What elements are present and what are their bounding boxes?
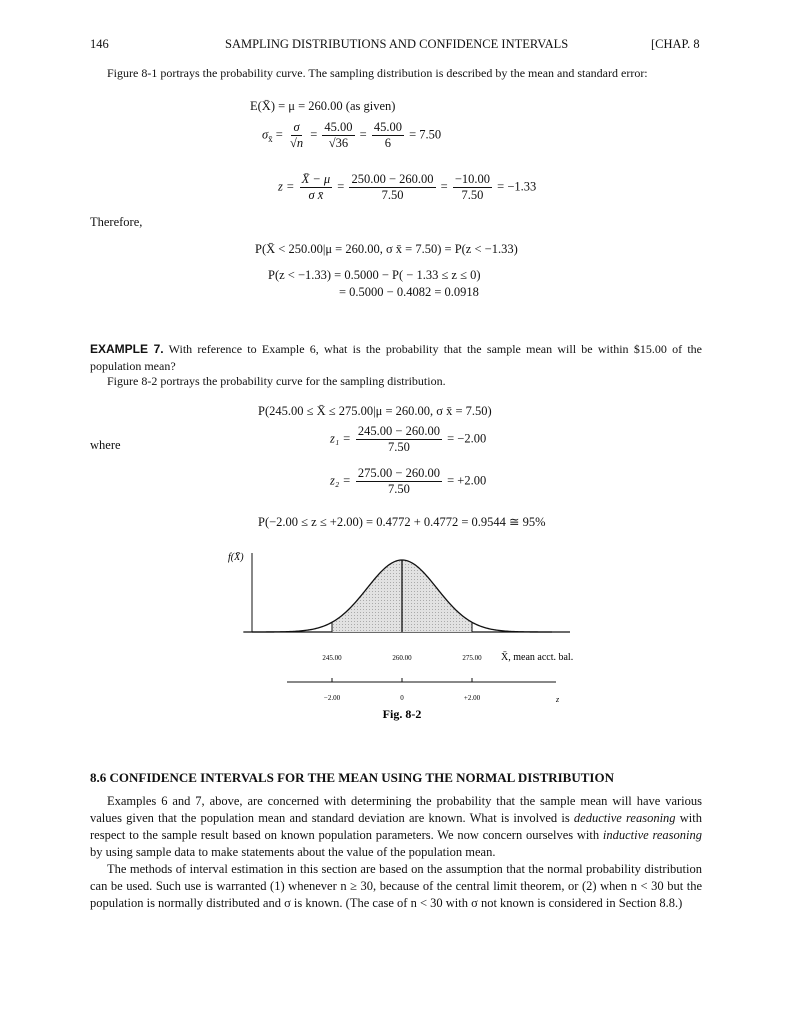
example-label: EXAMPLE 7. <box>90 342 164 356</box>
equation-z1: z₁ = $\frac{245.00 - 260.00}{7.50}$ = −2.00 <box>330 424 487 454</box>
example-text: With reference to Example 6, what is the probability that the sample mean will be within $15.00 of the population mean? <box>90 342 702 373</box>
x-tick-label: 275.00 <box>462 654 482 662</box>
running-title: SAMPLING DISTRIBUTIONS AND CONFIDENCE INTERVALS <box>225 37 569 51</box>
equation-mean: E(X̄) = μ = 260.00 (as given) <box>250 99 396 113</box>
subscript: x̄ <box>268 133 273 144</box>
x-tick-label: 245.00 <box>322 654 342 662</box>
x-tick-label: 260.00 <box>392 654 412 662</box>
emphasis-deductive: deductive reasoning <box>573 811 676 825</box>
therefore-label: Therefore, <box>90 215 143 229</box>
section-paragraph-1: Examples 6 and 7, above, are concerned with determining the probability that the sample mean will have various values given that the population mean and standard deviation are known. What is involved is deductive reasoning with respect to the sample result based on known population parameters. We now concern ourselves with inductive reasoning by using sample data to make statements about the value of the population mean. <box>90 794 702 859</box>
z-axis-label: z <box>556 695 560 704</box>
sigma-symbol: σ <box>262 127 269 142</box>
chapter-label: [CHAP. 8 <box>651 37 700 51</box>
equation-z: z = $\frac{X̄ - \mu}{\text{σ x̄}}$ = $\frac{250.00 - 260.00}{7.50}$ = $\frac{-10.00}{7.50}$ = −1.33 <box>278 172 537 202</box>
intro-text: Figure 8-1 portrays the probability curve. The sampling distribution is described by the mean and standard error: <box>107 66 648 80</box>
where-label: where <box>90 438 121 452</box>
z-tick-label: +2.00 <box>463 694 481 702</box>
equation-sigma: $\sigma_{x̄}$ = $\frac{\sigma}{√n}$ = $\frac{45.00}{√36}$ = $\frac{45.00}{6}$ = 7.50 <box>262 120 442 150</box>
figure-caption: Fig. 8-2 <box>382 707 422 721</box>
section-heading: 8.6 CONFIDENCE INTERVALS FOR THE MEAN USING THE NORMAL DISTRIBUTION <box>90 770 614 785</box>
z-tick-label: 0 <box>400 694 404 702</box>
emphasis-inductive: inductive reasoning <box>602 828 702 842</box>
equation-final: P(−2.00 ≤ z ≤ +2.00) = 0.4772 + 0.4772 = 0.9544 ≅ 95% <box>258 515 546 529</box>
page-number: 146 <box>90 37 109 51</box>
equation-p-range: P(245.00 ≤ X̄ ≤ 275.00|μ = 260.00, σ x̄ = 7.50) <box>258 404 492 418</box>
y-axis-label: f(X̄) <box>228 552 244 563</box>
section-paragraph-2: The methods of interval estimation in this section are based on the assumption that the normal probability distribution can be used. Such use is warranted (1) whenever n ≥ 30, because of the central limit theorem, or (2) when n < 30 but the population is normally distributed and σ is known. (The case of n < 30 with σ not known is considered in Section 8.8.) <box>90 862 702 910</box>
equation-z2: z₂ = $\frac{275.00 - 260.00}{7.50}$ = +2.00 <box>330 466 487 496</box>
prob-line-2: P(z < −1.33) = 0.5000 − P( − 1.33 ≤ z ≤ 0) <box>268 268 481 282</box>
prob-line-3: = 0.5000 − 0.4082 = 0.0918 <box>339 285 479 299</box>
z-tick-label: −2.00 <box>323 694 341 702</box>
example-line2: Figure 8-2 portrays the probability curve for the sampling distribution. <box>107 374 446 388</box>
x-axis-label: X̄, mean acct. bal. <box>501 652 574 663</box>
prob-line-1: P(X̄ < 250.00|μ = 260.00, σ x̄ = 7.50) = P(z < −1.33) <box>255 242 518 256</box>
